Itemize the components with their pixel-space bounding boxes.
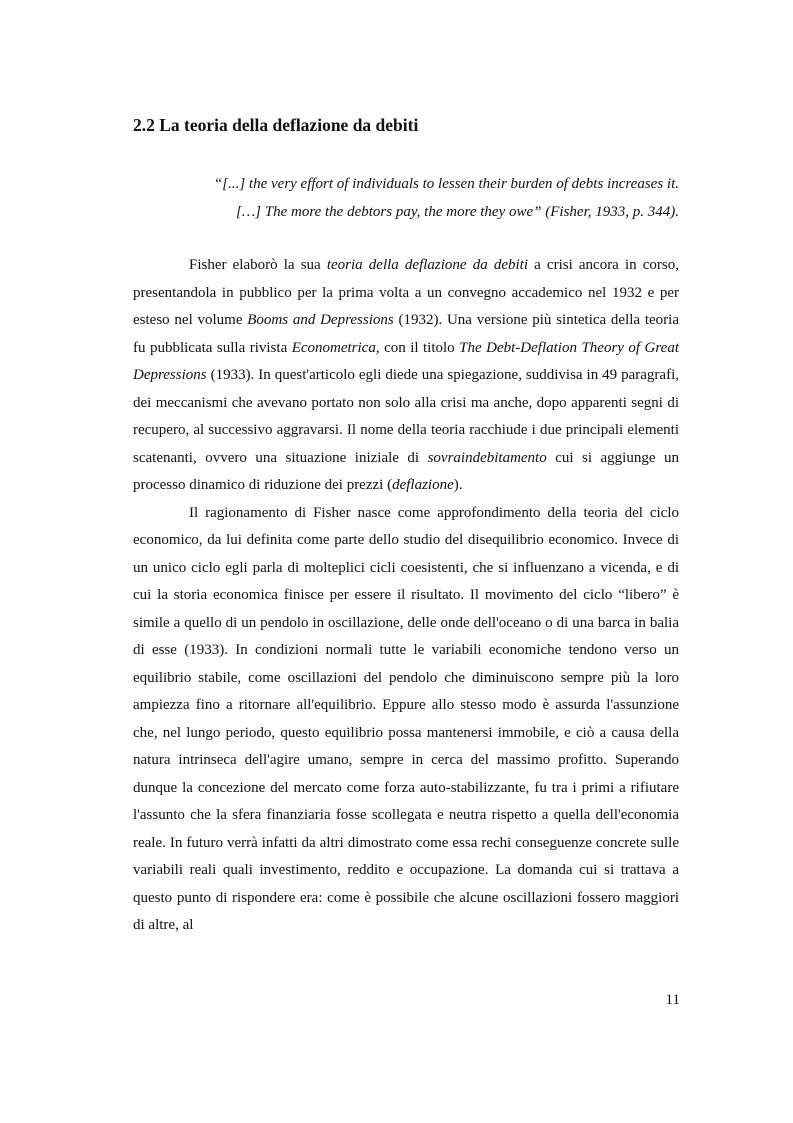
- article-title: The Debt-Deflation Theory of Great Depressions: [133, 339, 679, 383]
- paragraph-2: Il ragionamento di Fisher nasce come approfondimento della teoria del ciclo economico, da lui definita come parte dello studio del disequilibrio economico. Invece di un unico ciclo egli parla di molteplici cicli coesistenti, che si influenzano a vicenda, e di cui la storia economica finisce per essere il risultato. Il movimento del ciclo “libero” è simile a quello di un pendolo in oscillazione, delle onde dell'oceano o di una barca in balia di esse (1933). In condizioni normali tutte le variabili economiche tendono verso un equilibrio stabile, come oscillazioni del pendolo che diminuiscono sempre più la loro ampiezza fino a ritornare all'equilibrio. Eppure allo stesso modo è assurda l'assunzione che, nel lungo periodo, questo equilibrio possa mantenersi immobile, e ciò a causa della natura intrinseca dell'agire umano, sempre in cerca del massimo profitto. Superando dunque la concezione del mercato come forza auto-stabilizzante, fu tra i primi a rifiutare l'assunto che la sfera finanziaria fosse scollegata e neutra rispetto a quella dell'economia reale. In futuro verrà infatti da altri dimostrato come essa rechi conseguenze concrete sulle variabili reali quali investimento, reddito e occupazione. La domanda cui si trattava a questo punto di rispondere era: come è possibile che alcune oscillazioni fossero maggiori di altre, al: [133, 504, 679, 933]
- journal-title: Econometrica: [291, 339, 376, 356]
- page-number: 11: [665, 992, 680, 1008]
- italic-term: deflazione: [392, 477, 454, 493]
- section-heading: 2.2 La teoria della deflazione da debiti: [133, 115, 419, 135]
- epigraph-quote: “[...] the very effort of individuals to lessen their burden of debts increases it. […] The more the debtors pay, the more they owe” (Fisher, 1933, p. 344).: [213, 176, 679, 220]
- italic-term: sovraindebitamento: [427, 449, 547, 466]
- book-title: Booms and Depressions: [247, 312, 394, 328]
- body-text: [133, 252, 679, 940]
- italic-term: teoria della deflazione da debiti: [326, 257, 528, 273]
- paragraph-1: Fisher elaborò la sua teoria della deflazione da debiti a crisi ancora in corso, presentandola in pubblico per la prima volta a un convegno accademico nel 1932 e per esteso nel volume Booms and Depressions (1932). Una versione più sintetica della teoria fu pubblicata sulla rivista Econometrica, con il titolo The Debt-Deflation Theory of Great Depressions (1933). In quest'articolo egli diede una spiegazione, suddivisa in 49 paragrafi, dei meccanismi che avevano portato non solo alla crisi ma anche, dopo apparenti segni di recupero, al successivo aggravarsi. Il nome della teoria racchiude i due principali elementi scatenanti, ovvero una situazione iniziale di sovraindebitamento cui si aggiunge un processo dinamico di riduzione dei prezzi (deflazione).: [133, 257, 680, 493]
